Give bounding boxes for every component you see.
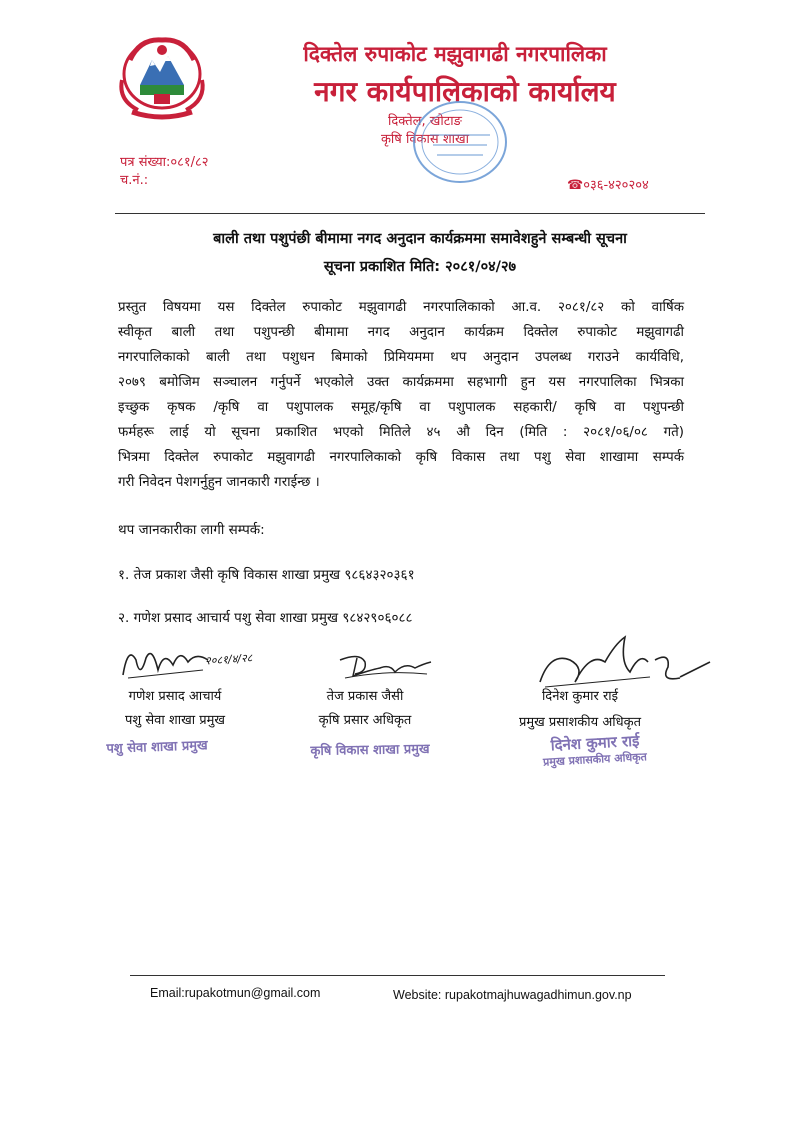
body-line: इच्छुक कृषक /कृषि वा पशुपालक समूह/कृषि वा पशुपालक सहकारी/ कृषि वा पशुपन्छी xyxy=(118,400,684,415)
office-address: दिक्तेल, खोटाङ xyxy=(388,114,462,129)
signatory-stamp: पशु सेवा शाखा प्रमुख xyxy=(106,738,208,757)
contact-item: २. गणेश प्रसाद आचार्य पशु सेवा शाखा प्रमुख ९८४२९०६०८८ xyxy=(118,610,413,626)
body-line: प्रस्तुत विषयमा यस दिक्तेल रुपाकोट मझुवागढी नगरपालिकाको आ.व. २०८१/८२ को वार्षिक xyxy=(118,300,684,315)
signatory-stamp: कृषि विकास शाखा प्रमुख xyxy=(310,741,430,760)
footer-website: Website: rupakotmajhuwagadhimun.gov.np xyxy=(393,988,632,1002)
dispatch-number: च.नं.: xyxy=(120,173,149,188)
signature-2 xyxy=(335,650,435,682)
signatory-stamp-subtitle: प्रमुख प्रशासकीय अधिकृत xyxy=(542,750,648,769)
signatory-name: दिनेश कुमार राई xyxy=(541,689,619,704)
office-title: नगर कार्यपालिकाको कार्यालय xyxy=(314,75,616,108)
footer-email: Email:rupakotmun@gmail.com xyxy=(150,986,321,1000)
reference-number: पत्र संख्या:०८१/८२ xyxy=(120,155,209,170)
body-line: स्वीकृत बाली तथा पशुपन्छी बीमामा नगद अनुदान कार्यक्रम दिक्तेल रुपाकोट मझुवागढी xyxy=(118,325,684,340)
contact-heading: थप जानकारीका लागी सम्पर्क: xyxy=(118,522,265,538)
contact-item: १. तेज प्रकाश जैसी कृषि विकास शाखा प्रमुख ९८६४३२०३६१ xyxy=(118,567,415,583)
office-seal-icon xyxy=(405,95,515,190)
body-line: २०७९ बमोजिम सञ्चालन गर्नुपर्ने भएकोले उक्त कार्यक्रममा सहभागी हुन यस नगरपालिका भित्रका xyxy=(118,375,684,390)
notice-title: बाली तथा पशुपंछी बीमामा नगद अनुदान कार्यक्रममा समावेशहुने सम्बन्धी सूचना xyxy=(213,231,627,247)
publish-date: सूचना प्रकाशित मिति: २०८१/०४/२७ xyxy=(323,259,517,275)
signature-date: २०८१/४/२८ xyxy=(204,651,253,668)
signature-3 xyxy=(530,632,715,694)
signatory-name: गणेश प्रसाद आचार्य xyxy=(128,689,222,704)
body-line: गरी निवेदन पेशगर्नुहुन जानकारी गराईन्छ । xyxy=(118,475,320,490)
signatory-role: पशु सेवा शाखा प्रमुख xyxy=(124,713,226,728)
signatory-name: तेज प्रकास जैसी xyxy=(326,689,404,704)
phone-number: ☎०३६-४२०२०४ xyxy=(567,178,649,193)
signatory-role: प्रमुख प्रसाशकीय अधिकृत xyxy=(518,715,642,730)
body-line: नगरपालिकाको बाली तथा पशुधन बिमाको प्रिमियममा थप अनुदान उपलब्ध गराउने कार्यविधि, xyxy=(118,350,684,365)
nepal-emblem-icon xyxy=(110,30,214,120)
signatory-stamp: दिनेश कुमार राई xyxy=(550,731,640,755)
office-name: दिक्तेल रुपाकोट मझुवागढी नगरपालिका xyxy=(303,42,607,66)
body-line: फर्महरू लाई यो सूचना प्रकाशित भएको मितिले ४५ औ दिन (मिति : २०८१/०६/०८ गते) xyxy=(118,425,684,440)
body-line: भित्रमा दिक्तेल रुपाकोट मझुवागढी नगरपालिकाको कृषि विकास तथा पशु सेवा शाखामा सम्पर्क xyxy=(118,450,684,465)
signatory-role: कृषि प्रसार अधिकृत xyxy=(318,713,412,728)
header-divider xyxy=(115,213,705,214)
signature-1 xyxy=(118,640,213,685)
office-section: कृषि विकास शाखा xyxy=(380,132,470,147)
footer-divider xyxy=(130,975,665,976)
